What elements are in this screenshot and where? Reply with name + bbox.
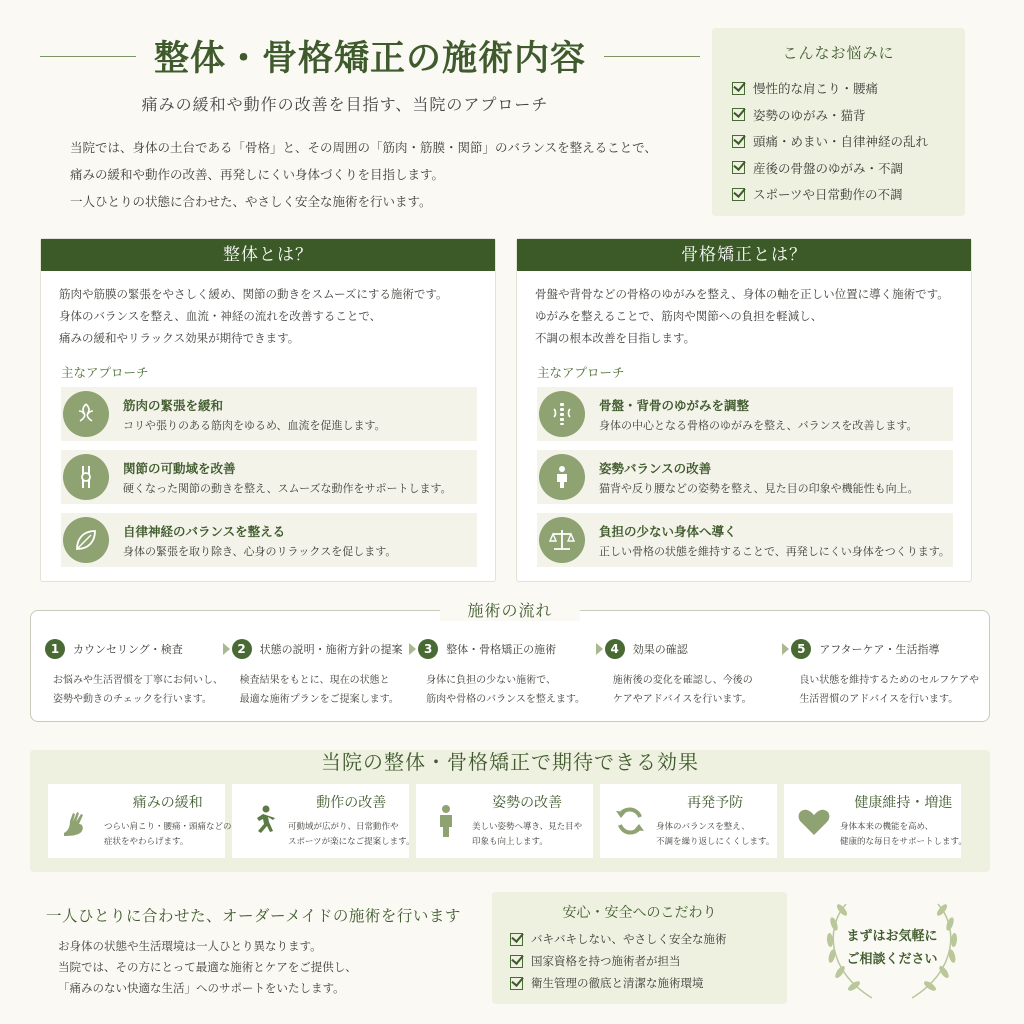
worry-item: スポーツや日常動作の不調 <box>732 181 945 208</box>
kokkaku-approach-item: 姿勢バランスの改善 猫背や反り腰などの姿勢を整え、見た目の印象や機能性も向上。 <box>537 450 953 504</box>
standing-person-icon <box>426 801 466 841</box>
worry-item: 産後の骨盤のゆがみ・不調 <box>732 155 945 182</box>
cta-text: まずはお気軽に ご相談ください <box>846 929 938 967</box>
running-icon <box>242 801 282 841</box>
safety-item: 衛生管理の徹底と清潔な施術環境 <box>510 972 769 994</box>
seitai-desc: 筋肉や筋膜の緊張をやさしく緩め、関節の動きをスムーズにする施術です。 身体のバランスを整え、血流・神経の流れを改善することで、 痛みの緩和やリラックス効果が期待できます。 <box>59 287 448 345</box>
kokkaku-title: 骨格矯正とは？ <box>517 239 971 271</box>
arrow-right-icon <box>223 643 230 655</box>
balance-scale-icon <box>539 517 585 563</box>
kokkaku-approach-item: 骨盤・背骨のゆがみを調整 身体の中心となる骨格のゆがみを整え、バランスを改善します。 <box>537 387 953 441</box>
checkbox-icon <box>510 977 523 990</box>
effect-card: 動作の改善 可動域が広がり、日常動作や スポーツが楽になご提案します。 <box>232 784 409 858</box>
seitai-approach-item: 筋肉の緊張を緩和 コリや張りのある筋肉をゆるめ、血流を促進します。 <box>61 387 477 441</box>
checkbox-icon <box>510 933 523 946</box>
checkbox-icon <box>732 108 745 121</box>
effects-section <box>30 750 990 872</box>
worries-box <box>712 28 965 216</box>
treatment-flow <box>30 610 990 722</box>
arrow-right-icon <box>596 643 603 655</box>
checkbox-icon <box>732 135 745 148</box>
safety-item: バキバキしない、やさしく安全な施術 <box>510 928 769 950</box>
checkbox-icon <box>732 82 745 95</box>
worry-item: 慢性的な肩こり・腰痛 <box>732 75 945 102</box>
kokkaku-approach-item: 負担の少ない身体へ導く 正しい骨格の状態を維持することで、再発しにくい身体をつくります。 <box>537 513 953 567</box>
posture-icon <box>539 454 585 500</box>
worry-item: 頭痛・めまい・自律神経の乱れ <box>732 128 945 155</box>
seitai-approach-item: 関節の可動域を改善 硬くなった関節の動きを整え、スムーズな動作をサポートします。 <box>61 450 477 504</box>
effect-card: 再発予防 身体のバランスを整え、 不調を繰り返しにくくします。 <box>600 784 777 858</box>
joint-icon <box>63 454 109 500</box>
leaf-icon <box>63 517 109 563</box>
kokkaku-panel <box>516 238 972 582</box>
flow-step: 2 状態の説明・施術方針の提案 検査結果をもとに、現在の状態と 最適な施術プランをご提案します。 <box>232 639 419 709</box>
checkbox-icon <box>510 955 523 968</box>
page-title: 整体・骨格矯正の施術内容 <box>154 38 587 79</box>
safety-title: 安心・安全へのこだわり <box>562 905 717 921</box>
intro-line: 一人ひとりの状態に合わせた、やさしく安全な施術を行います。 <box>70 194 432 209</box>
seitai-title: 整体とは？ <box>41 239 495 271</box>
worries-title: こんなお悩みに <box>782 44 895 62</box>
cycle-icon <box>610 801 650 841</box>
spine-icon <box>539 391 585 437</box>
kokkaku-desc: 骨盤や背骨などの骨格のゆがみを整え、身体の軸を正しい位置に導く施術です。 ゆがみを整えることで、筋肉や関節への負担を軽減し、 不調の根本改善を目指します。 <box>535 287 949 345</box>
arrow-right-icon <box>409 643 416 655</box>
custom-treatment-title: 一人ひとりに合わせた、オーダーメイドの施術を行います <box>46 907 461 925</box>
title-rule-left <box>40 56 136 57</box>
seitai-approach-label: 主なアプローチ <box>61 365 149 380</box>
kokkaku-approach-label: 主なアプローチ <box>537 365 625 380</box>
checkbox-icon <box>732 188 745 201</box>
safety-box <box>492 892 787 1004</box>
seitai-panel <box>40 238 496 582</box>
flow-title: 施術の流れ <box>440 598 580 621</box>
heart-icon <box>794 801 834 841</box>
intro-line: 当院では、身体の土台である「骨格」と、その周囲の「筋肉・筋膜・関節」のバランスを整えることで、 <box>70 140 657 155</box>
worry-item: 姿勢のゆがみ・猫背 <box>732 102 945 129</box>
flow-step: 1 カウンセリング・検査 お悩みや生活習慣を丁寧にお伺いし、 姿勢や動きのチェックを行います。 <box>45 639 232 709</box>
page-title-block <box>40 28 700 84</box>
flow-step: 5 アフターケア・生活指導 良い状態を維持するためのセルフケアや 生活習慣のアドバイスを行います。 <box>791 639 979 709</box>
arrow-right-icon <box>782 643 789 655</box>
title-rule-right <box>604 56 700 57</box>
page-subtitle: 痛みの緩和や動作の改善を目指す、当院のアプローチ <box>141 95 549 114</box>
intro-line: 痛みの緩和や動作の改善、再発しにくい身体づくりを目指します。 <box>70 167 445 182</box>
checkbox-icon <box>732 161 745 174</box>
seitai-approach-item: 自律神経のバランスを整える 身体の緊張を取り除き、心身のリラックスを促します。 <box>61 513 477 567</box>
effects-title: 当院の整体・骨格矯正で期待できる効果 <box>321 750 699 774</box>
hands-icon <box>58 801 98 841</box>
flow-step: 3 整体・骨格矯正の施術 身体に負担の少ない施術で、 筋肉や骨格のバランスを整えます。 <box>418 639 605 709</box>
effect-card: 健康維持・増進 身体本来の機能を高め、 健康的な毎日をサポートします。 <box>784 784 961 858</box>
effect-card: 痛みの緩和 つらい肩こり・腰痛・頭痛などの 症状をやわらげます。 <box>48 784 225 858</box>
intro-text <box>70 134 700 215</box>
effect-card: 姿勢の改善 美しい姿勢へ導き、見た目や 印象も向上します。 <box>416 784 593 858</box>
safety-item: 国家資格を持つ施術者が担当 <box>510 950 769 972</box>
flow-step: 4 効果の確認 施術後の変化を確認し、今後の ケアやアドバイスを行います。 <box>605 639 792 709</box>
muscle-icon <box>63 391 109 437</box>
custom-treatment-text: お身体の状態や生活環境は一人ひとり異なります。 当院では、その方にとって最適な施術とケアをご提供し、 「痛みのない快適な生活」へのサポートをいたします。 <box>58 939 357 995</box>
